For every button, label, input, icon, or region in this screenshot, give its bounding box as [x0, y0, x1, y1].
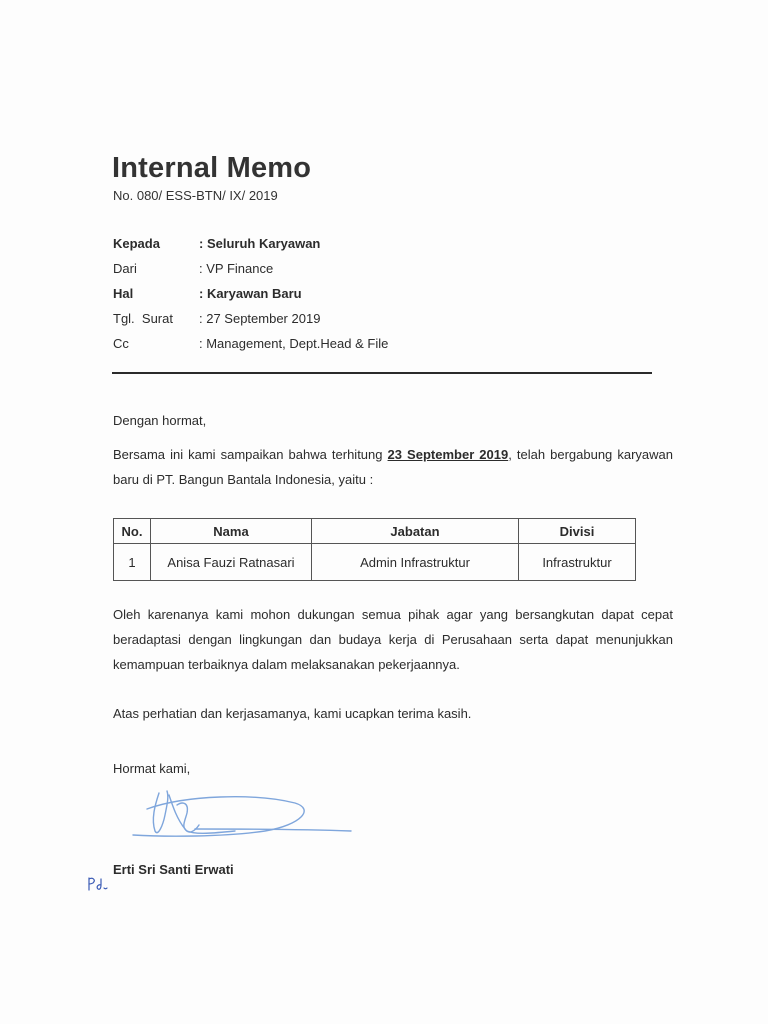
- cell-no: 1: [114, 544, 151, 581]
- field-row-kepada: [113, 236, 388, 261]
- field-value: : Karyawan Baru: [199, 286, 302, 301]
- table-row: [114, 544, 636, 581]
- start-date: 23 September 2019: [387, 447, 509, 462]
- cell-jabatan: Admin Infrastruktur: [312, 544, 519, 581]
- memo-title: Internal Memo: [112, 152, 312, 184]
- column-header-no: No.: [114, 519, 151, 544]
- intro-text-after: , telah bergabung karyawan baru di PT. Bangun Bantala Indonesia, yaitu :: [113, 447, 673, 487]
- cell-nama: Anisa Fauzi Ratnasari: [151, 544, 312, 581]
- table-header-row: [114, 519, 636, 544]
- memo-header-fields: [113, 236, 388, 361]
- handwritten-initial: [86, 876, 108, 892]
- thanks-paragraph: Atas perhatian dan kerjasamanya, kami ucapkan terima kasih.: [113, 706, 472, 721]
- field-row-hal: [113, 286, 388, 311]
- new-employee-table: [113, 518, 636, 581]
- field-label: Cc: [113, 336, 129, 351]
- field-value: : Seluruh Karyawan: [199, 236, 321, 251]
- cell-divisi: Infrastruktur: [519, 544, 636, 581]
- field-label: Hal: [113, 286, 134, 301]
- handwritten-signature: [125, 785, 355, 845]
- field-label: Dari: [113, 261, 137, 276]
- field-row-dari: [113, 261, 388, 286]
- intro-paragraph: [113, 442, 673, 492]
- field-value: : VP Finance: [199, 261, 274, 276]
- column-header-jabatan: Jabatan: [312, 519, 519, 544]
- greeting: Dengan hormat,: [113, 413, 207, 428]
- field-label: Kepada: [113, 236, 160, 251]
- column-header-divisi: Divisi: [519, 519, 636, 544]
- sign-off: Hormat kami,: [113, 761, 191, 776]
- intro-text-before: Bersama ini kami sampaikan bahwa terhitung: [113, 447, 388, 462]
- field-row-cc: [113, 336, 388, 361]
- column-header-nama: Nama: [151, 519, 312, 544]
- field-value: : Management, Dept.Head & File: [199, 336, 389, 351]
- field-value: : 27 September 2019: [199, 311, 321, 326]
- support-paragraph: Oleh karenanya kami mohon dukungan semua pihak agar yang bersangkutan dapat cepat beradaptasi dengan lingkungan dan budaya kerja di Perusahaan serta dapat menunjukkan kemampuan terbaiknya dalam melaksanakan pekerjaannya.: [113, 607, 673, 672]
- field-label: Tgl. Surat: [113, 311, 173, 326]
- header-divider: [112, 372, 652, 374]
- memo-number: No. 080/ ESS-BTN/ IX/ 2019: [113, 188, 278, 203]
- signer-name: Erti Sri Santi Erwati: [113, 862, 234, 877]
- field-row-tgl-surat: [113, 311, 388, 336]
